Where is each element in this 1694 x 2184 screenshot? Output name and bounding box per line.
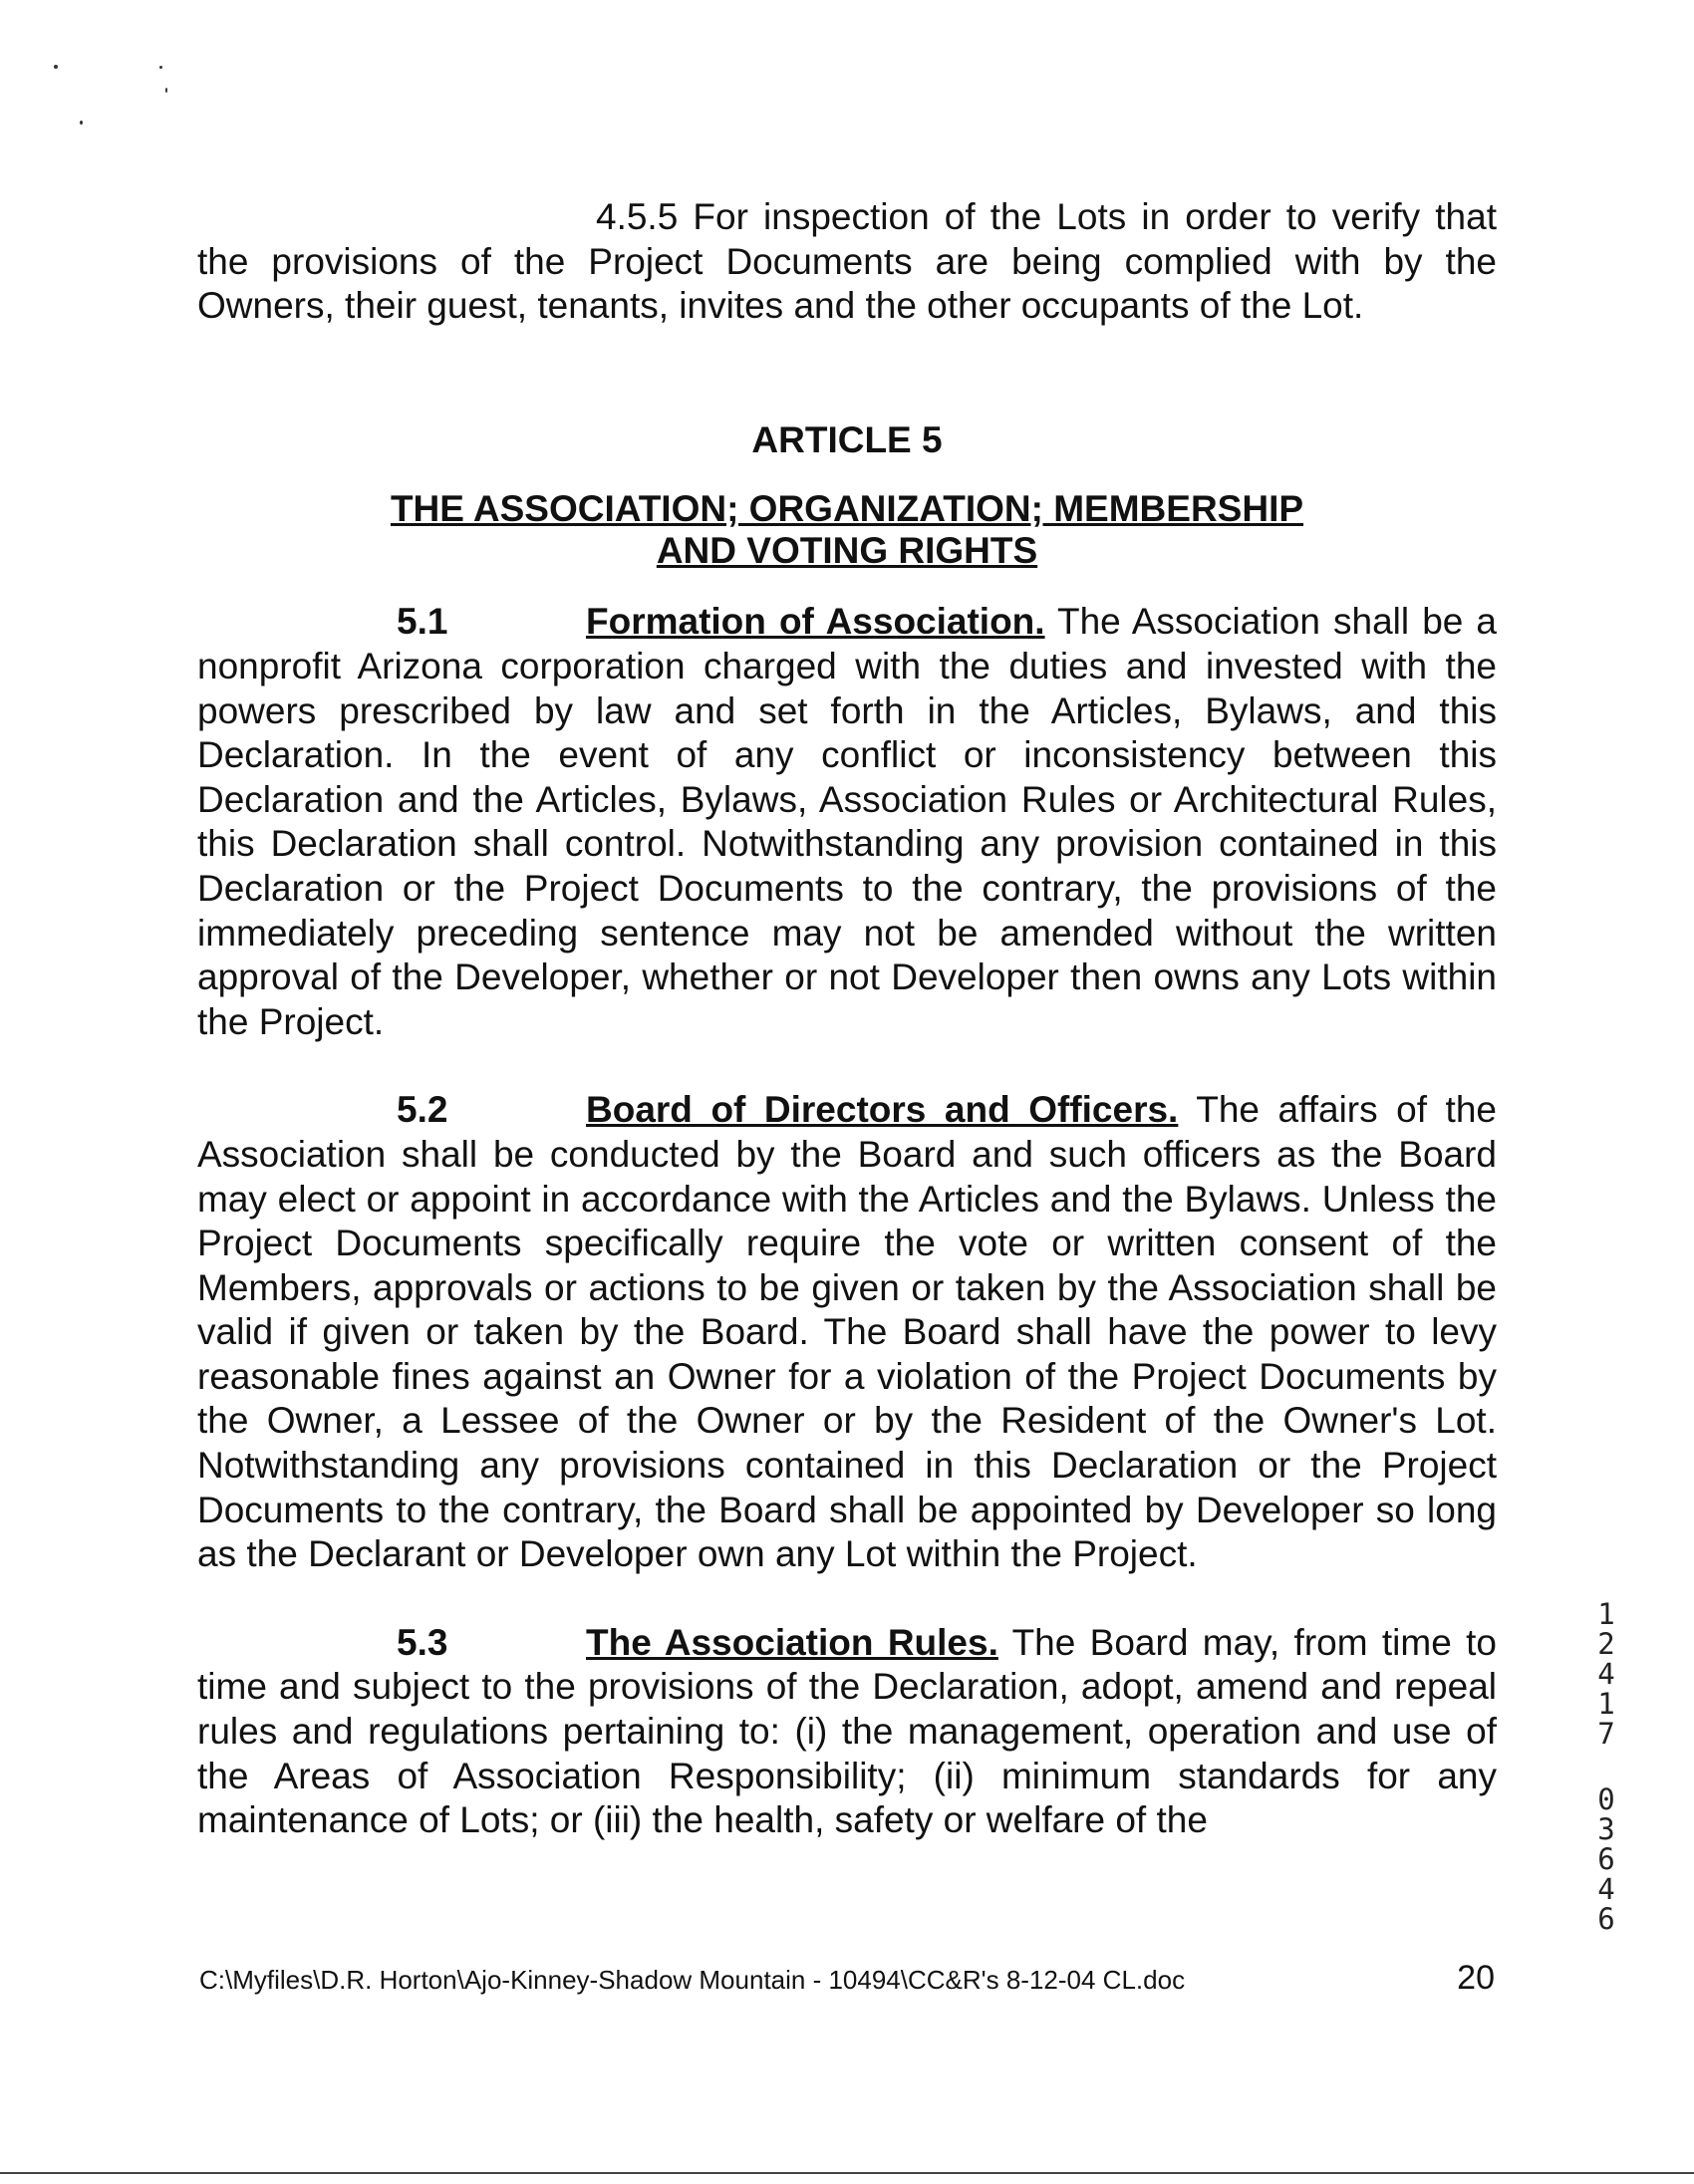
document-body xyxy=(197,195,1497,1843)
scan-speck xyxy=(54,65,58,69)
recording-stamp xyxy=(1592,1599,1620,1934)
section-number: 5.2 xyxy=(397,1089,448,1131)
section-text: The Board may, from time to time and subject to the provisions of the Declaration, adopt, amend and repeal rules and regulations pertaining to: (i) the management, operation and use of the Areas of Association Responsibility; (ii) minimum standards for any maintenance of Lots; or (iii) the health, safety or welfare of the xyxy=(197,1621,1498,1841)
section-5-3 xyxy=(197,1621,1497,1843)
stamp-book-number: 12417 xyxy=(1597,1597,1615,1751)
scan-speck xyxy=(165,88,167,93)
article-subtitle-line-2: AND VOTING RIGHTS xyxy=(656,530,1038,572)
section-number: 5.3 xyxy=(397,1621,448,1663)
section-text: The Association shall be a nonprofit Arizona corporation charged with the duties and invested with the powers prescribed by law and set forth in the Articles, Bylaws, and this Declaration. In the event of any conflict or inconsistency between this Declaration and the Articles, Bylaws, Association Rules or Architectural Rules, this Declaration shall control. Notwithstanding any provision contained in this Declaration or the Project Documents to the contrary, the provisions of the immediately preceding sentence may not be amended without the written approval of the Developer, whether or not Developer then owns any Lots within the Project. xyxy=(197,601,1497,1042)
article-subtitle xyxy=(197,488,1497,572)
section-heading: The Association Rules. xyxy=(586,1621,998,1663)
stamp-page-number: 03646 xyxy=(1597,1782,1615,1936)
section-5-1 xyxy=(197,600,1497,1044)
scan-speck xyxy=(80,121,83,125)
section-heading: Formation of Association. xyxy=(586,601,1045,643)
section-text: The affairs of the Association shall be conducted by the Board and such officers as the Board may elect or appoint in accordance with the Articles and the Bylaws. Unless the Project Documents specifically require the vote or written consent of the Members, approvals or actions to be given or taken by the Association shall be valid if given or taken by the Board. The Board shall have the power to levy reasonable fines against an Owner for a violation of the Project Documents by the Owner, a Lessee of the Owner or by the Resident of the Owner's Lot. Notwithstanding any provisions contained in this Declaration or the Project Documents to the contrary, the Board shall be appointed by Developer so long as the Declarant or Developer own any Lot within the Project. xyxy=(197,1089,1497,1575)
section-number: 5.1 xyxy=(397,601,448,643)
scan-speck xyxy=(159,66,162,69)
paragraph-4-5-5: 4.5.5 For inspection of the Lots in order to verify that the provisions of the Project Documents are being complied with by the Owners, their guest, tenants, invites and the other occupants of the Lot. xyxy=(197,196,1497,327)
section-heading: Board of Directors and Officers. xyxy=(586,1089,1179,1131)
section-5-2 xyxy=(197,1088,1497,1577)
page-number: 20 xyxy=(1457,1959,1495,1997)
article-title: ARTICLE 5 xyxy=(751,418,943,460)
scan-edge-line xyxy=(0,2172,1694,2174)
article-subtitle-line-1: THE ASSOCIATION; ORGANIZATION; MEMBERSHIP xyxy=(390,488,1304,530)
page-footer xyxy=(199,1959,1495,1998)
footer-file-path: C:\Myfiles\D.R. Horton\Ajo-Kinney-Shadow Mountain - 10494\CC&R's 8-12-04 CL.doc xyxy=(199,1965,1186,1995)
